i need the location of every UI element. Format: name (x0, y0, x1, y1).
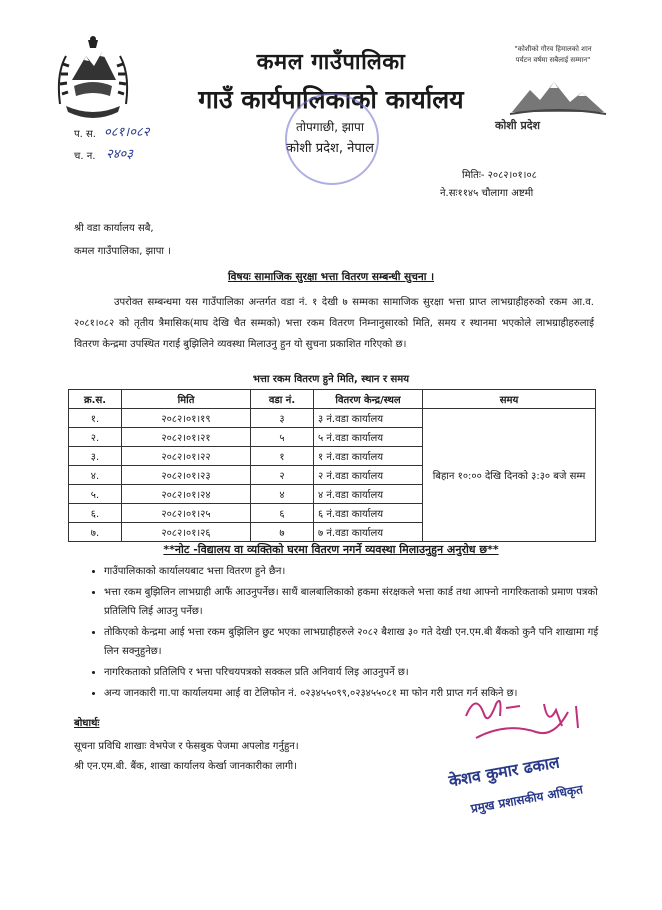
cell-center: ६ नं.वडा कार्यालय (314, 504, 423, 523)
office-stamp (285, 93, 379, 185)
org-name: कमल गाउँपालिका (256, 50, 406, 75)
list-item: • अन्य जानकारी गा.पा कार्यालयमा आई वा टेलिफोन नं. ०२३४५५०९९,०२३४५५०८१ मा फोन गरी प्राप्त गर्न सकिने छ। (104, 684, 610, 703)
cell-date: २०८२।०१।२६ (122, 523, 251, 542)
cell-sn: ५. (69, 485, 122, 504)
cell-sn: २. (69, 428, 122, 447)
list-item: • गाउँपालिकाको कार्यालयबाट भत्ता वितरण हुने छैन। (104, 562, 610, 581)
notes-list (84, 562, 610, 705)
header-center: वितरण केन्द्र/स्थल (314, 390, 423, 409)
cell-ward: ६ (251, 504, 314, 523)
cell-center: ५ नं.वडा कार्यालय (314, 428, 423, 447)
cell-date: २०८२।०१।२५ (122, 504, 251, 523)
cell-sn: ६. (69, 504, 122, 523)
koshi-logo-text: कोशी प्रदेश (495, 119, 541, 132)
header-sn: क्र.स. (69, 390, 122, 409)
cell-sn: ३. (69, 447, 122, 466)
recipient-line-2: कमल गाउँपालिका, झापा । (74, 246, 171, 257)
cell-date: २०८२।०१।१९ (122, 409, 251, 428)
office-location: तोपगाछी, झापा (296, 120, 364, 134)
body-paragraph: उपरोक्त सम्बन्धमा यस गाउँपालिका अन्तर्गत वडा नं. १ देखी ७ सम्मका सामाजिक सुरक्षा भत्ता प्राप्त लाभग्राहीहरुको रकम आ.व. २०८१।०८२ को तृतीय त्रैमासिक(माघ देखि चैत सम्मको) भत्ता रकम वितरण निम्नानुसारको मिति, समय र स्थानमा भएकोले लाभग्राहीहरुलाई वितरण केन्द्रमा उपस्थित गराई बुझिलिने व्यवस्था मिलाउनु हुन यो सुचना प्रकाशित गरिएको छ। (74, 297, 594, 350)
signature-scribble-icon (436, 686, 596, 760)
cc-label: बोधार्थः (74, 718, 100, 729)
office-province: कोशी प्रदेश, नेपाल (286, 141, 374, 156)
signatory-name: केशव कुमार ढकाल (447, 752, 561, 791)
list-item: • तोकिएको केन्द्रमा आई भत्ता रकम बुझिलिन छुट भएका लाभग्राहीहरुले २०८२ बैशाख ३० गते देखी एन.एम.बी बैंकको कुनै पनि शाखामा गई लिन सक्नुहुनेछ। (104, 623, 610, 661)
cell-ward: २ (251, 466, 314, 485)
cell-date: २०८२।०१।२२ (122, 447, 251, 466)
cc-line-2: श्री एन.एम.बी. बैंक, शाखा कार्यालय केर्खा जानकारीका लागी। (74, 761, 297, 772)
cell-ward: १ (251, 447, 314, 466)
cc-line-1: सूचना प्रविधि शाखाः वेभपेज र फेसबुक पेजमा अपलोड गर्नुहुन। (74, 741, 299, 752)
cell-ward: ४ (251, 485, 314, 504)
note-line: **नोट -विद्यालय वा व्यक्तिको घरमा वितरण नगर्ने व्यवस्था मिलाउनुहुन अनुरोध छ** (163, 543, 499, 556)
cell-center: ३ नं.वडा कार्यालय (314, 409, 423, 428)
cell-date: २०८२।०१।२३ (122, 466, 251, 485)
cell-ward: ७ (251, 523, 314, 542)
cell-center: ४ नं.वडा कार्यालय (314, 485, 423, 504)
cell-center: २ नं.वडा कार्यालय (314, 466, 423, 485)
header-date: मिति (122, 390, 251, 409)
slogan-quote: "कोशीको गौरव हिमालको शान पर्यटन वर्षमा सबैलाई सम्मान" (514, 45, 592, 64)
cell-date: २०८२।०१।२१ (122, 428, 251, 447)
cell-sn: ४. (69, 466, 122, 485)
cell-date: २०८२।०१।२४ (122, 485, 251, 504)
office-name: गाउँ कार्यपालिकाको कार्यालय (198, 85, 464, 114)
recipient-line-1: श्री वडा कार्यालय सबै, (74, 223, 154, 234)
cell-center: १ नं.वडा कार्यालय (314, 447, 423, 466)
cell-time: बिहान १०:०० देखि दिनको ३:३० बजे सम्म (423, 409, 596, 542)
ref-chalani-value: २४०३ (106, 147, 134, 162)
koshi-logo-icon (508, 76, 608, 120)
subject-line: विषयः सामाजिक सुरक्षा भत्ता वितरण सम्बन्धी सुचना । (227, 271, 435, 283)
cell-center: ७ नं.वडा कार्यालय (314, 523, 423, 542)
ref-chalani-label: च. न. (74, 151, 96, 162)
cell-sn: ७. (69, 523, 122, 542)
cell-ward: ३ (251, 409, 314, 428)
nepal-sambat: ने.सः११४५ चौलागा अष्टमी (440, 188, 534, 199)
signatory-title: प्रमुख प्रशासकीय अधिकृत (469, 782, 584, 816)
cell-sn: १. (69, 409, 122, 428)
ref-patra-label: प. स. (74, 129, 96, 140)
header-ward: वडा नं. (251, 390, 314, 409)
distribution-table (68, 389, 596, 542)
cell-ward: ५ (251, 428, 314, 447)
table-caption: भत्ता रकम वितरण हुने मिति, स्थान र समय (252, 374, 410, 385)
header-time: समय (423, 390, 596, 409)
table-row (69, 409, 596, 428)
list-item: • नागरिकताको प्रतिलिपि र भत्ता परिचयपत्रको सक्कल प्रति अनिवार्य लिइ आउनुपर्ने छ। (104, 663, 610, 682)
list-item: • भत्ता रकम बुझिलिन लाभग्राही आफैं आउनुपर्नेछ। साथैं बालबालिकाको हकमा संरक्षकले भत्ता कार्ड तथा आफ्नो नागरिकताको प्रमाण पत्रको प्रतिलिपि लिई आउनु पर्नेछ। (104, 583, 610, 621)
table-header-row (69, 390, 596, 409)
ref-patra-value: ०८१।०८२ (104, 125, 150, 140)
letter-date: मितिः- २०८२।०१।०८ (462, 170, 537, 181)
